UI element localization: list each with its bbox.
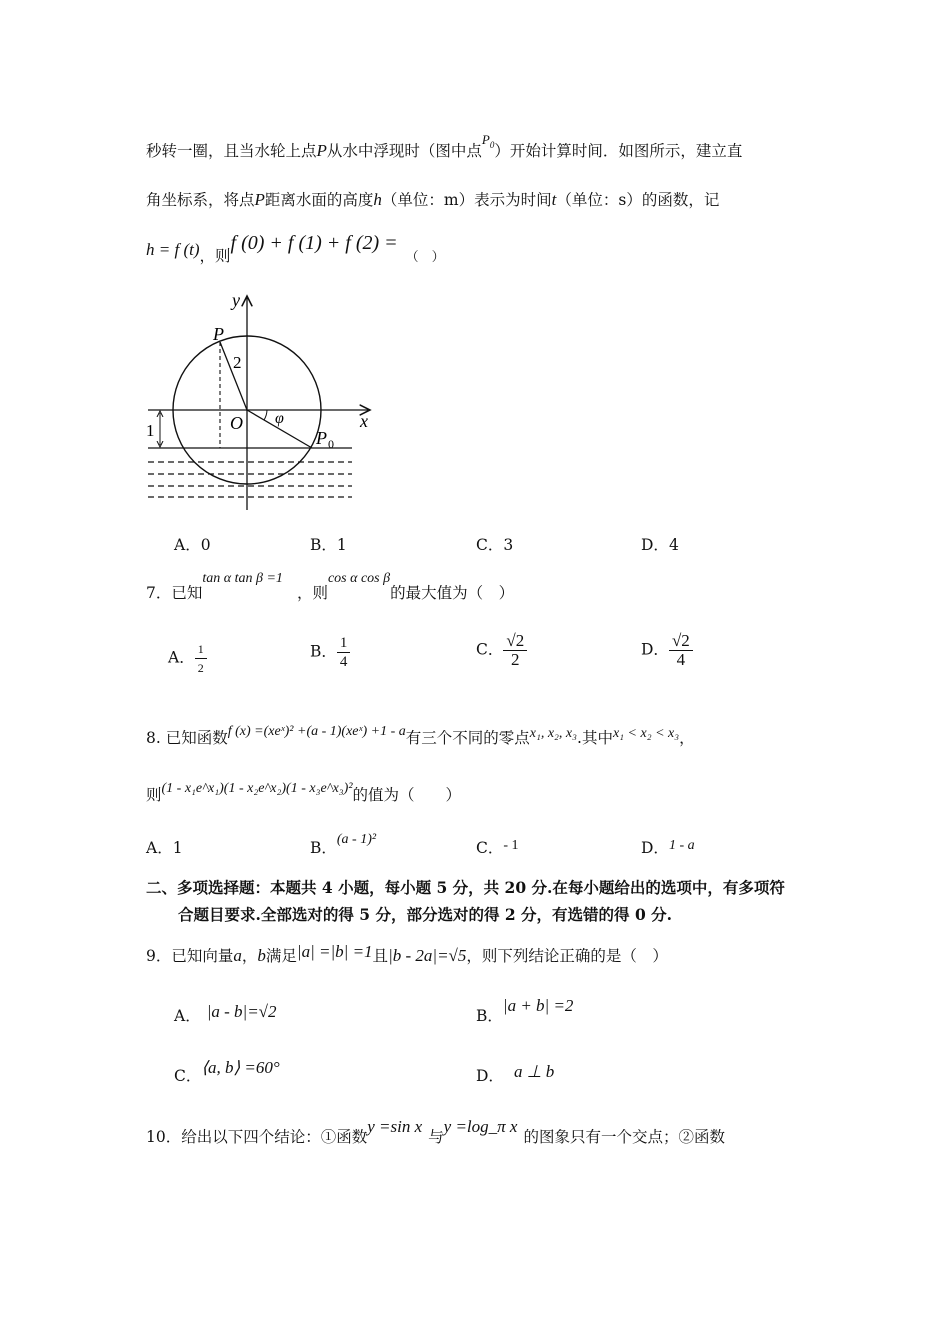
var-h: h [373,190,382,209]
q6-line-1 [146,132,743,164]
phi-label: φ [275,410,284,427]
option-value: 3 [503,536,514,554]
q6-text: ，则 [199,247,231,265]
q10-function-2: y =log_π x [443,1117,518,1136]
q9-number: 9．已知向量 [146,947,234,965]
option-key: C． [476,640,504,659]
q9-text: ，则下列结论正确的是（ ） [466,947,668,965]
option-key: B． [310,642,337,661]
option-key: A． [174,536,201,554]
q6-line-3 [146,232,445,265]
q6-option-d[interactable] [641,534,679,556]
q8-line-1 [146,724,695,751]
q9-option-c[interactable] [174,1058,280,1087]
option-key: D． [476,1067,504,1085]
p0-sub: 0 [489,140,495,150]
option-value: - 1 [503,838,519,853]
point-p: P [254,190,265,209]
option-value: ⟨a, b⟩ =60° [201,1058,280,1077]
p-label: P [213,324,224,344]
q6-text: 距离水面的高度 [264,191,374,209]
numerator: √2 [503,632,527,651]
q9-text: 且 [372,947,389,965]
q8-order: x₁ < x₂ < x₃ [612,726,680,741]
q9-condition-1: |a| =|b| =1 [296,942,373,961]
option-key: A． [168,648,195,667]
func-def: h = f (t) [146,240,200,259]
q7-number: 7．已知 [146,584,203,602]
q6-text: 秒转一圈，且当水轮上点 [146,142,317,160]
section-2-heading-cont: 合题目要求.全部选对的得 5 分，部分选对的得 2 分，有选错的得 0 分. [178,905,673,924]
denominator: 4 [339,654,348,670]
q8-number: 8. 已知函数 [146,729,228,747]
q7-text: 的最大值为（ ） [390,584,515,602]
q9-option-d[interactable] [476,1062,555,1087]
point-p0-inline [481,132,495,150]
var-a: a [233,946,242,965]
waterwheel-figure [140,290,380,515]
func-sum: f (0) + f (1) + f (2) = [230,232,398,254]
q9-text: 满足 [265,947,297,965]
q7-line [146,571,515,606]
q8-text: .其中 [577,729,613,747]
option-key: C． [174,1067,202,1085]
option-key: C． [476,839,504,857]
q6-text: ）开始计算时间．如图所示，建立直 [494,142,743,160]
q7-option-d[interactable] [641,632,693,669]
q8-function: f (x) =(xeˣ)² +(a - 1)(xeˣ) +1 - a [227,724,406,739]
radius-label: 2 [233,353,242,372]
q10-number: 10．给出以下四个结论：①函数 [146,1128,368,1146]
q8-text: 则 [146,786,162,804]
numerator: 1 [337,634,351,653]
option-value: 1 - a [668,838,695,853]
q7-option-a[interactable] [168,640,207,677]
phi-arc [264,410,267,420]
var-b: b [257,946,266,965]
q6-text: （单位：s）的函数，记 [556,191,720,209]
option-key: A． [174,1007,201,1025]
option-value: |a - b|=√2 [206,1002,277,1021]
p0-label-sub: 0 [328,437,334,451]
q8-text: ， [679,729,695,747]
denominator: 2 [511,650,520,669]
option-key: D． [641,839,669,857]
fraction [337,634,351,671]
q8-option-a[interactable] [146,837,183,859]
q9-option-a[interactable] [174,1002,277,1027]
option-value: 1 [336,536,347,554]
o-label: O [230,413,243,433]
height-label: 1 [146,421,155,440]
q7-expression: cos α cos β [327,571,391,586]
option-key: B． [476,1007,503,1025]
option-value: 1 [172,839,183,857]
option-key: D． [641,640,669,659]
q8-line-2 [146,781,462,808]
p0-label: P [316,428,327,448]
q6-text: （单位：m）表示为时间 [381,191,552,209]
q9-text: ， [241,947,258,965]
q8-text: 有三个不同的零点 [405,729,530,747]
q8-text: 的值为（ ） [352,786,462,804]
q6-text: 从水中浮现时（图中点 [326,142,482,160]
q9-condition-2: |b - 2a|=√5 [388,946,467,965]
q7-option-c[interactable] [476,632,527,669]
q6-option-b[interactable] [310,534,347,556]
q7-text: ，则 [296,584,328,602]
q10-line [146,1117,725,1148]
denominator: 2 [197,661,204,675]
q8-zeros: x₁, x₂, x₃ [529,726,578,741]
q8-option-d[interactable] [641,837,695,861]
option-key: C． [476,536,504,554]
q8-option-b[interactable] [310,832,377,861]
section-2-heading: 二、多项选择题：本题共 4 小题，每小题 5 分，共 20 分.在每小题给出的选项中，有多项符 [146,878,785,897]
var-t: t [551,190,557,209]
q9-option-b[interactable] [476,996,574,1027]
y-label: y [232,290,240,310]
option-key: A． [146,839,173,857]
fraction [669,632,693,669]
option-value: a ⊥ b [513,1062,555,1081]
option-value: 0 [200,536,211,554]
option-key: D． [641,536,669,554]
q9-line [146,942,668,967]
point-p: P [316,141,327,160]
q10-function-1: y =sin x [367,1117,423,1136]
q6-option-a[interactable] [174,534,211,556]
denominator: 4 [676,650,686,669]
option-key: B． [310,839,337,857]
option-key: B． [310,536,337,554]
numerator: 1 [195,640,207,659]
q7-option-b[interactable] [310,634,350,671]
option-value: |a + b| =2 [502,996,574,1015]
fraction [195,640,207,677]
q6-line-2 [146,189,719,211]
numerator: √2 [669,632,693,651]
fraction [503,632,527,669]
option-value: 4 [668,536,679,554]
q6-option-c[interactable] [476,534,513,556]
q7-condition: tan α tan β =1 [202,571,283,586]
option-value: (a - 1)² [336,832,377,847]
q6-paren: （ ） [405,250,445,265]
q8-option-c[interactable] [476,837,519,861]
x-label: x [360,411,368,431]
q6-text: 角坐标系，将点 [146,191,255,209]
p0-base: P [481,132,490,147]
q10-text: 的图象只有一个交点；②函数 [523,1128,725,1146]
q10-text: 与 [428,1128,444,1146]
q8-expression: (1 - x₁e^x₁)(1 - x₂e^x₂)(1 - x₃e^x₃)² [161,781,353,796]
